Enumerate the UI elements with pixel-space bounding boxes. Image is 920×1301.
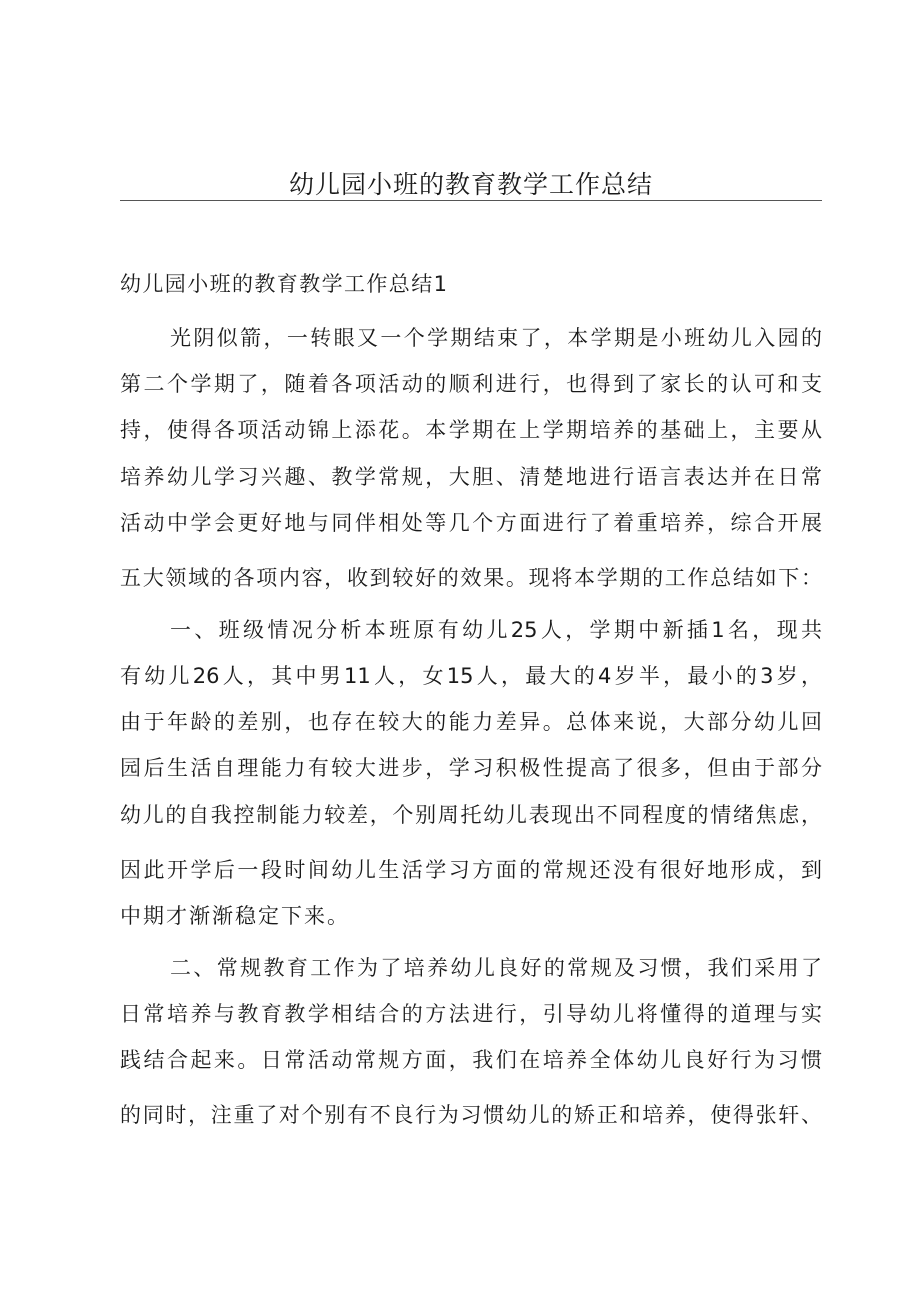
paragraph-line: 活动中学会更好地与同伴相处等几个方面进行了着重培养，综合开展 xyxy=(120,511,822,535)
paragraph-line: 由于年龄的差别，也存在较大的能力差异。总体来说，大部分幼儿回 xyxy=(120,710,822,734)
document-title: 幼儿园小班的教育教学工作总结 xyxy=(288,170,653,199)
paragraph-line: 的同时，注重了对个别有不良行为习惯幼儿的矫正和培养，使得张轩、 xyxy=(120,1103,822,1127)
paragraph-line: 中期才渐渐稳定下来。 xyxy=(120,904,350,928)
paragraph-line: 幼儿的自我控制能力较差，个别周托幼儿表现出不同程度的情绪焦虑， xyxy=(120,803,822,827)
paragraph-line: 因此开学后一段时间幼儿生活学习方面的常规还没有很好地形成，到 xyxy=(120,858,822,882)
paragraph-line: 光阴似箭，一转眼又一个学期结束了，本学期是小班幼儿入园的 xyxy=(170,326,822,350)
section-heading: 幼儿园小班的教育教学工作总结1 xyxy=(120,272,449,296)
paragraph-line: 有幼儿26人，其中男11人，女15人，最大的4岁半，最小的3岁， xyxy=(120,664,822,688)
title-underline xyxy=(120,200,822,201)
paragraph-line: 持，使得各项活动锦上添花。本学期在上学期培养的基础上，主要从 xyxy=(120,418,822,442)
paragraph-line: 第二个学期了，随着各项活动的顺利进行，也得到了家长的认可和支 xyxy=(120,372,822,396)
paragraph-line: 培养幼儿学习兴趣、教学常规，大胆、清楚地进行语言表达并在日常 xyxy=(120,465,822,489)
paragraph-line: 一、班级情况分析本班原有幼儿25人，学期中新插1名，现共 xyxy=(170,618,822,642)
paragraph-line: 园后生活自理能力有较大进步，学习积极性提高了很多，但由于部分 xyxy=(120,756,822,780)
paragraph-line: 二、常规教育工作为了培养幼儿良好的常规及习惯，我们采用了 xyxy=(170,956,822,980)
paragraph-line: 日常培养与教育教学相结合的方法进行，引导幼儿将懂得的道理与实 xyxy=(120,1002,822,1026)
paragraph-line: 践结合起来。日常活动常规方面，我们在培养全体幼儿良好行为习惯 xyxy=(120,1048,822,1072)
paragraph-line: 五大领域的各项内容，收到较好的效果。现将本学期的工作总结如下： xyxy=(120,566,822,590)
